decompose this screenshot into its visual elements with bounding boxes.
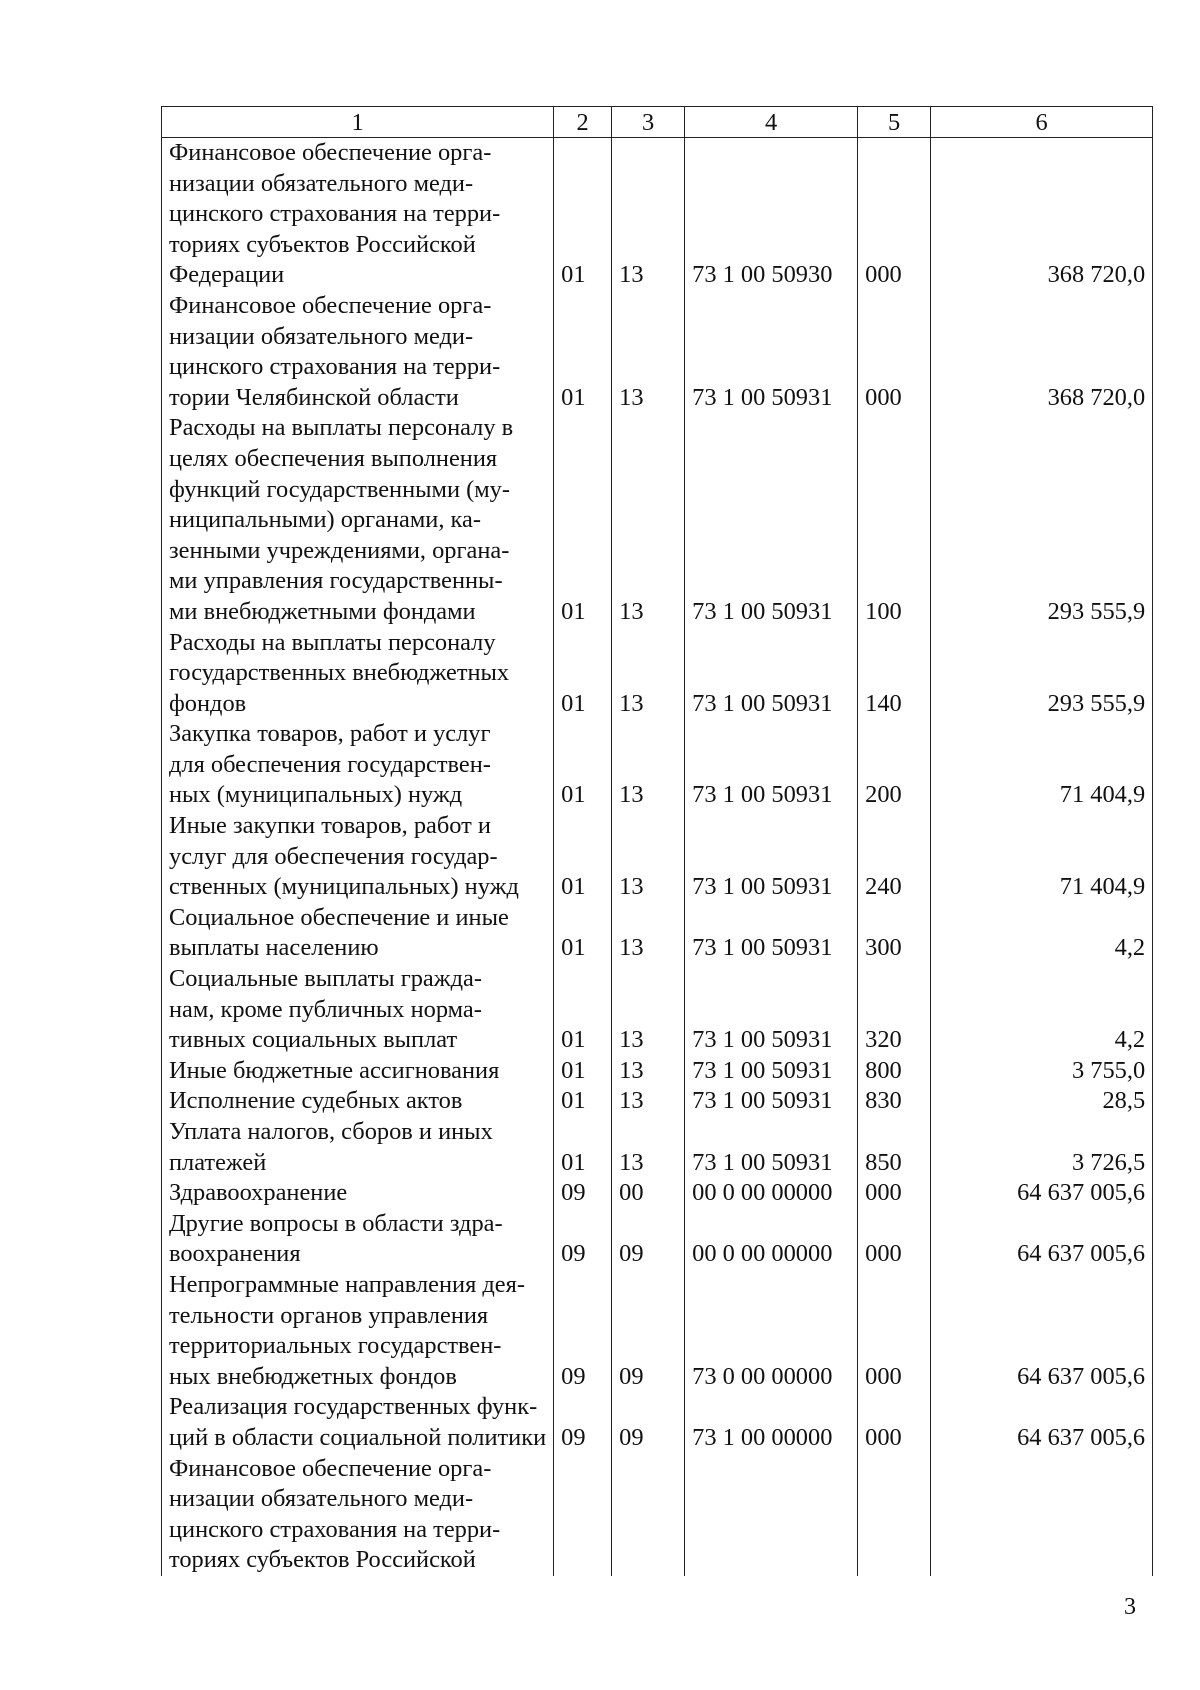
page-number: 3 bbox=[1124, 1594, 1136, 1620]
item-name-cell bbox=[162, 1178, 554, 1209]
item-name-line: Иные закупки товаров, работ и bbox=[169, 812, 491, 840]
target-article-cell: 73 0 00 00000 bbox=[685, 1270, 858, 1392]
item-name-line: целях обеспечения выполнения bbox=[169, 444, 498, 472]
subsection-code-cell: 13 bbox=[612, 719, 685, 811]
item-name-line: Закупка товаров, работ и услуг bbox=[169, 720, 491, 748]
header-col-6: 6 bbox=[931, 107, 1153, 138]
item-name-line: ных (муниципальных) нужд bbox=[169, 781, 463, 809]
item-name-line: выплаты населению bbox=[169, 934, 379, 962]
item-name-line: фондов bbox=[169, 689, 247, 717]
header-col-2: 2 bbox=[554, 107, 612, 138]
item-name-cell bbox=[162, 903, 554, 964]
table-row bbox=[162, 628, 1153, 720]
item-name-line: ми управления государственны- bbox=[169, 567, 503, 595]
item-name-line: тельности органов управления bbox=[169, 1301, 489, 1329]
item-name-cell bbox=[162, 1209, 554, 1270]
item-name-line: низации обязательного меди- bbox=[169, 322, 474, 350]
expense-type-cell: 240 bbox=[858, 811, 931, 903]
item-name-line: Другие вопросы в области здра- bbox=[169, 1209, 503, 1237]
item-name-line: низации обязательного меди- bbox=[169, 1485, 474, 1513]
section-code-cell: 09 bbox=[554, 1209, 612, 1270]
item-name-line: тивных социальных выплат bbox=[169, 1026, 458, 1054]
target-article-cell: 73 1 00 50931 bbox=[685, 1117, 858, 1178]
item-name-line: ториях субъектов Российской bbox=[169, 1546, 476, 1574]
subsection-code-cell: 00 bbox=[612, 1178, 685, 1209]
item-name-line: Непрограммные направления дея- bbox=[169, 1270, 525, 1298]
subsection-code-cell: 09 bbox=[612, 1270, 685, 1392]
section-code-cell: 09 bbox=[554, 1392, 612, 1453]
amount-cell: 3 726,5 bbox=[931, 1117, 1153, 1178]
table-row bbox=[162, 138, 1153, 291]
target-article-cell: 00 0 00 00000 bbox=[685, 1209, 858, 1270]
expense-type-cell: 850 bbox=[858, 1117, 931, 1178]
target-article-cell: 73 1 00 00000 bbox=[685, 1392, 858, 1453]
header-col-3: 3 bbox=[612, 107, 685, 138]
item-name-line: Исполнение судебных актов bbox=[169, 1087, 463, 1115]
target-article-cell: 73 1 00 50931 bbox=[685, 628, 858, 720]
expense-type-cell: 140 bbox=[858, 628, 931, 720]
table-row bbox=[162, 413, 1153, 627]
table-row bbox=[162, 291, 1153, 413]
item-name-cell bbox=[162, 1056, 554, 1087]
item-name-cell bbox=[162, 811, 554, 903]
section-code-cell: 09 bbox=[554, 1178, 612, 1209]
expense-type-cell: 000 bbox=[858, 1209, 931, 1270]
subsection-code-cell: 13 bbox=[612, 1086, 685, 1117]
amount-cell: 28,5 bbox=[931, 1086, 1153, 1117]
table-row bbox=[162, 1454, 1153, 1576]
item-name-line: ми внебюджетными фондами bbox=[169, 597, 476, 625]
table-row bbox=[162, 964, 1153, 1056]
item-name-line: для обеспечения государствен- bbox=[169, 750, 491, 778]
item-name-cell bbox=[162, 1392, 554, 1453]
item-name-line: Финансовое обеспечение орга- bbox=[169, 1454, 492, 1482]
section-code-cell: 01 bbox=[554, 1056, 612, 1087]
expense-type-cell: 300 bbox=[858, 903, 931, 964]
expense-type-cell: 000 bbox=[858, 1270, 931, 1392]
amount-cell: 3 755,0 bbox=[931, 1056, 1153, 1087]
item-name-line: платежей bbox=[169, 1148, 267, 1176]
expense-type-cell: 800 bbox=[858, 1056, 931, 1087]
item-name-line: нам, кроме публичных норма- bbox=[169, 995, 482, 1023]
item-name-line: низации обязательного меди- bbox=[169, 169, 474, 197]
item-name-line: тории Челябинской области bbox=[169, 383, 459, 411]
item-name-line: услуг для обеспечения государ- bbox=[169, 842, 498, 870]
amount-cell: 293 555,9 bbox=[931, 413, 1153, 627]
item-name-line: ций в области социальной политики bbox=[169, 1423, 547, 1451]
section-code-cell: 01 bbox=[554, 1117, 612, 1178]
item-name-line: функций государственными (му- bbox=[169, 475, 510, 503]
table-row bbox=[162, 1178, 1153, 1209]
subsection-code-cell: 13 bbox=[612, 413, 685, 627]
target-article-cell: 73 1 00 50931 bbox=[685, 1086, 858, 1117]
target-article-cell: 73 1 00 50931 bbox=[685, 719, 858, 811]
amount-cell: 4,2 bbox=[931, 964, 1153, 1056]
target-article-cell: 73 1 00 50931 bbox=[685, 811, 858, 903]
item-name-line: зенными учреждениями, органа- bbox=[169, 536, 510, 564]
subsection-code-cell: 13 bbox=[612, 903, 685, 964]
item-name-line: Финансовое обеспечение орга- bbox=[169, 291, 492, 319]
item-name-cell bbox=[162, 413, 554, 627]
subsection-code-cell: 13 bbox=[612, 291, 685, 413]
target-article-cell: 73 1 00 50931 bbox=[685, 413, 858, 627]
section-code-cell: 01 bbox=[554, 1086, 612, 1117]
item-name-line: Социальные выплаты гражда- bbox=[169, 965, 482, 993]
expense-type-cell bbox=[858, 1454, 931, 1576]
item-name-cell bbox=[162, 1270, 554, 1392]
item-name-cell bbox=[162, 719, 554, 811]
target-article-cell: 73 1 00 50930 bbox=[685, 138, 858, 291]
item-name-line: ниципальными) органами, ка- bbox=[169, 506, 481, 534]
section-code-cell: 01 bbox=[554, 964, 612, 1056]
item-name-line: цинского страхования на терри- bbox=[169, 200, 501, 228]
amount-cell: 64 637 005,6 bbox=[931, 1209, 1153, 1270]
table-row bbox=[162, 903, 1153, 964]
amount-cell: 71 404,9 bbox=[931, 811, 1153, 903]
subsection-code-cell: 09 bbox=[612, 1209, 685, 1270]
section-code-cell: 01 bbox=[554, 628, 612, 720]
subsection-code-cell: 13 bbox=[612, 811, 685, 903]
expense-type-cell: 000 bbox=[858, 291, 931, 413]
item-name-line: Финансовое обеспечение орга- bbox=[169, 139, 492, 166]
item-name-cell bbox=[162, 964, 554, 1056]
table-row bbox=[162, 1209, 1153, 1270]
header-col-4: 4 bbox=[685, 107, 858, 138]
item-name-cell bbox=[162, 1454, 554, 1576]
subsection-code-cell: 13 bbox=[612, 1056, 685, 1087]
expense-type-cell: 000 bbox=[858, 1178, 931, 1209]
section-code-cell: 01 bbox=[554, 413, 612, 627]
expense-type-cell: 320 bbox=[858, 964, 931, 1056]
item-name-line: Уплата налогов, сборов и иных bbox=[169, 1118, 493, 1145]
amount-cell: 71 404,9 bbox=[931, 719, 1153, 811]
item-name-cell bbox=[162, 291, 554, 413]
table-header-row bbox=[162, 107, 1153, 138]
item-name-line: Социальное обеспечение и иные bbox=[169, 903, 509, 931]
amount-cell: 64 637 005,6 bbox=[931, 1392, 1153, 1453]
subsection-code-cell bbox=[612, 1454, 685, 1576]
table-row bbox=[162, 1392, 1153, 1453]
item-name-line: Расходы на выплаты персоналу в bbox=[169, 414, 514, 442]
item-name-line: цинского страхования на терри- bbox=[169, 1515, 501, 1543]
item-name-line: воохранения bbox=[169, 1240, 301, 1268]
target-article-cell bbox=[685, 1454, 858, 1576]
table-body bbox=[162, 138, 1153, 1576]
amount-cell: 64 637 005,6 bbox=[931, 1178, 1153, 1209]
header-col-5: 5 bbox=[858, 107, 931, 138]
budget-allocation-table bbox=[161, 106, 1153, 1576]
amount-cell: 368 720,0 bbox=[931, 291, 1153, 413]
subsection-code-cell: 13 bbox=[612, 1117, 685, 1178]
item-name-line: цинского страхования на терри- bbox=[169, 353, 501, 381]
item-name-cell bbox=[162, 628, 554, 720]
expense-type-cell: 200 bbox=[858, 719, 931, 811]
target-article-cell: 73 1 00 50931 bbox=[685, 903, 858, 964]
item-name-line: Расходы на выплаты персоналу bbox=[169, 628, 496, 656]
target-article-cell: 73 1 00 50931 bbox=[685, 1056, 858, 1087]
expense-type-cell: 100 bbox=[858, 413, 931, 627]
item-name-cell bbox=[162, 1117, 554, 1178]
section-code-cell bbox=[554, 1454, 612, 1576]
section-code-cell: 09 bbox=[554, 1270, 612, 1392]
table-row bbox=[162, 811, 1153, 903]
item-name-line: территориальных государствен- bbox=[169, 1332, 502, 1360]
amount-cell: 4,2 bbox=[931, 903, 1153, 964]
item-name-cell bbox=[162, 138, 554, 291]
table-row bbox=[162, 1117, 1153, 1178]
subsection-code-cell: 13 bbox=[612, 138, 685, 291]
target-article-cell: 73 1 00 50931 bbox=[685, 964, 858, 1056]
item-name-line: Иные бюджетные ассигнования bbox=[169, 1056, 500, 1084]
subsection-code-cell: 13 bbox=[612, 964, 685, 1056]
section-code-cell: 01 bbox=[554, 138, 612, 291]
item-name-line: государственных внебюджетных bbox=[169, 659, 510, 687]
item-name-line: Реализация государственных функ- bbox=[169, 1393, 538, 1421]
item-name-line: ных внебюджетных фондов bbox=[169, 1362, 457, 1390]
section-code-cell: 01 bbox=[554, 291, 612, 413]
target-article-cell: 73 1 00 50931 bbox=[685, 291, 858, 413]
subsection-code-cell: 13 bbox=[612, 628, 685, 720]
amount-cell: 293 555,9 bbox=[931, 628, 1153, 720]
expense-type-cell: 000 bbox=[858, 1392, 931, 1453]
item-name-cell bbox=[162, 1086, 554, 1117]
item-name-line: ториях субъектов Российской bbox=[169, 230, 476, 258]
expense-type-cell: 830 bbox=[858, 1086, 931, 1117]
header-col-1: 1 bbox=[162, 107, 554, 138]
item-name-line: Федерации bbox=[169, 261, 285, 289]
table-row bbox=[162, 1056, 1153, 1087]
amount-cell: 64 637 005,6 bbox=[931, 1270, 1153, 1392]
subsection-code-cell: 09 bbox=[612, 1392, 685, 1453]
table-row bbox=[162, 719, 1153, 811]
amount-cell: 368 720,0 bbox=[931, 138, 1153, 291]
expense-type-cell: 000 bbox=[858, 138, 931, 291]
item-name-line: Здравоохранение bbox=[169, 1179, 348, 1207]
section-code-cell: 01 bbox=[554, 811, 612, 903]
section-code-cell: 01 bbox=[554, 719, 612, 811]
table-row bbox=[162, 1086, 1153, 1117]
item-name-line: ственных (муниципальных) нужд bbox=[169, 873, 519, 901]
amount-cell bbox=[931, 1454, 1153, 1576]
target-article-cell: 00 0 00 00000 bbox=[685, 1178, 858, 1209]
section-code-cell: 01 bbox=[554, 903, 612, 964]
table-row bbox=[162, 1270, 1153, 1392]
